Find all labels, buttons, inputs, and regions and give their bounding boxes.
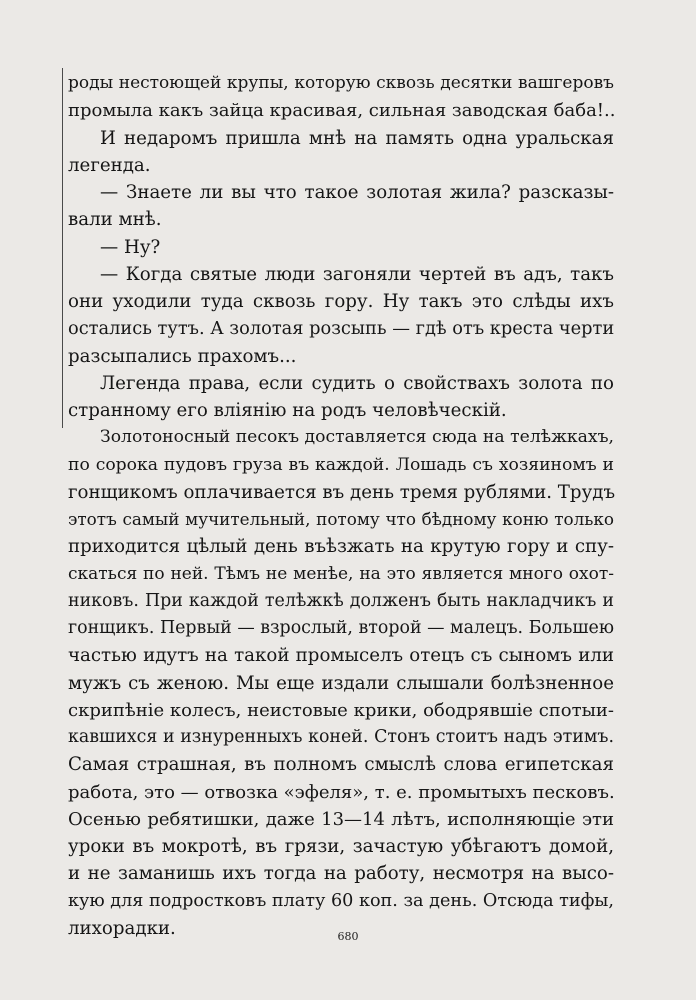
text-line: Самая страшная, въ полномъ смыслѣ слова египетская (68, 754, 614, 776)
text-line: — Ну? (100, 236, 161, 258)
text-line: Легенда права, если судить о свойствахъ золота по (100, 372, 614, 394)
text-line: приходится цѣлый день въѣзжать на крутую гору и спу- (68, 536, 614, 558)
text-line: остались тутъ. А золотая розсыпь — гдѣ отъ креста черти (68, 318, 615, 340)
text-line: роды нестоющей крупы, которую сквозь десятки вашгеровъ (68, 73, 614, 93)
text-line: уроки въ мокротѣ, въ грязи, зачастую убѣгаютъ домой, (68, 836, 614, 857)
text-line: гонщикъ. Первый — взрослый, второй — малецъ. Большею (68, 618, 614, 638)
text-line: скрипѣніе колесъ, неистовые крики, ободрявшіе спотыи- (68, 699, 614, 721)
text-line: частью идутъ на такой промыселъ отецъ съ сыномъ или (68, 645, 614, 667)
text-line: этотъ самый мучительный, потому что бѣдному коню только (68, 509, 614, 529)
text-line: промыла какъ зайца красивая, сильная заводская баба!.. (68, 100, 616, 122)
text-line: мужъ съ женою. Мы еще издали слышали болѣзненное (68, 672, 614, 694)
text-line: кую для подростковъ плату 60 коп. за день. Отсюда тифы, (68, 890, 614, 911)
text-line: Осенью ребятишки, даже 13—14 лѣтъ, исполняющіе эти (68, 808, 614, 830)
text-line: работа, это — отвозка «эфеля», т. е. промытыхъ песковъ. (68, 781, 615, 803)
text-line: гонщикомъ оплачивается въ день тремя рублями. Трудъ (68, 481, 616, 503)
text-line: по сорока пудовъ груза въ каждой. Лошадь съ хозяиномъ и (68, 454, 614, 475)
margin-pencil-line (62, 68, 63, 428)
text-line: лихорадки. (68, 917, 176, 939)
body-text (68, 70, 614, 942)
text-line: они уходили туда сквозь гору. Ну такъ это слѣды ихъ (68, 291, 614, 312)
text-line: Золотоносный песокъ доставляется сюда на телѣжкахъ, (100, 427, 614, 448)
page-number: 680 (337, 930, 359, 943)
text-line: скаться по ней. Тѣмъ не менѣе, на это является много охот- (68, 563, 614, 584)
text-line: странному его вліянію на родъ человѣческій. (68, 400, 507, 421)
text-line: И недаромъ пришла мнѣ на память одна уральская (100, 127, 614, 149)
text-line: вали мнѣ. (68, 209, 162, 231)
text-line: — Когда святые люди загоняли чертей въ адъ, такъ (100, 263, 614, 285)
text-line: легенда. (68, 154, 151, 176)
text-line: никовъ. При каждой телѣжкѣ долженъ быть накладчикъ и (68, 590, 614, 611)
text-line: и не заманишь ихъ тогда на работу, несмотря на высо- (68, 863, 614, 885)
text-line: — Знаете ли вы что такое золотая жила? разсказы- (100, 182, 614, 203)
text-line: разсыпались прахомъ... (68, 345, 297, 367)
text-line: кавшихся и изнуренныхъ коней. Стонъ стоитъ надъ этимъ. (68, 727, 614, 747)
